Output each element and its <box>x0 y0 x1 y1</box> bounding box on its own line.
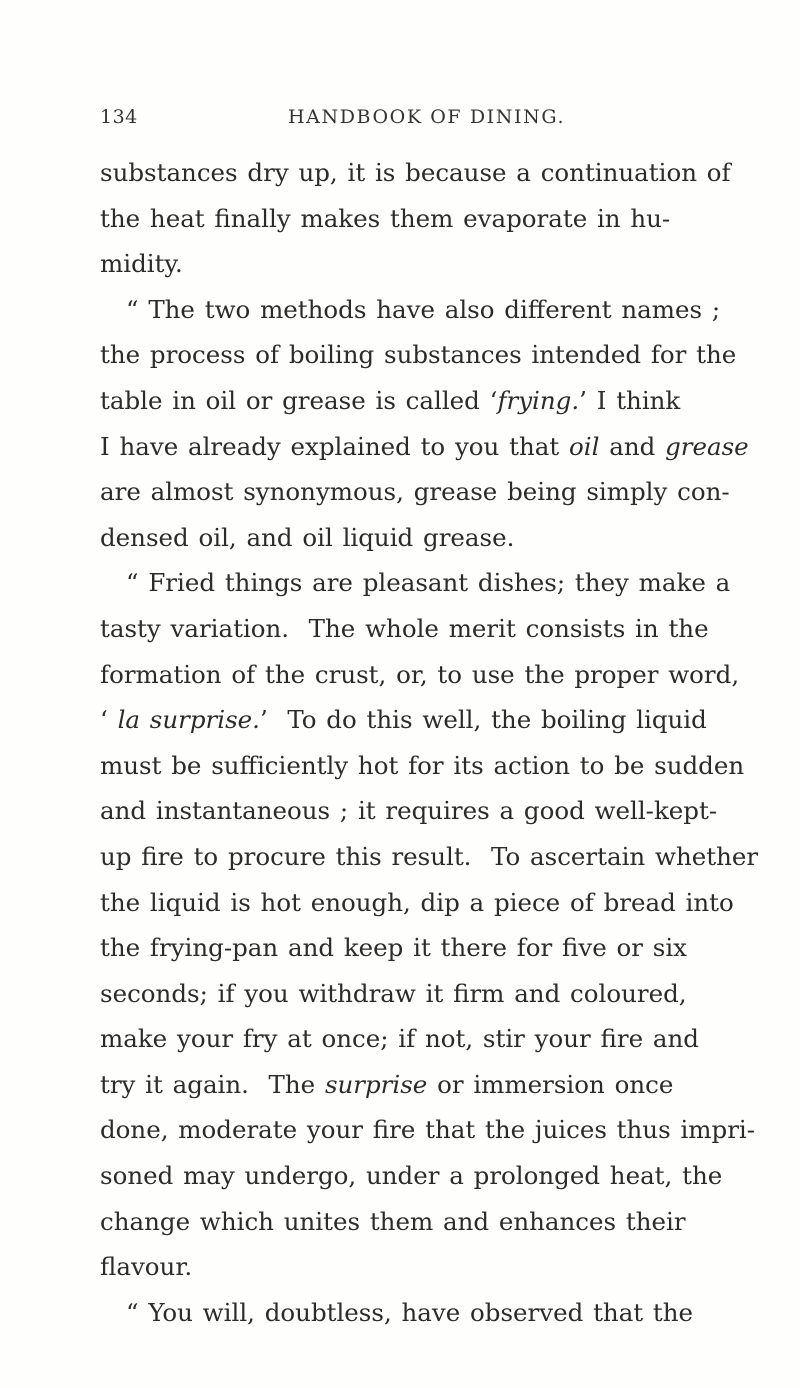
text-line: seconds; if you withdraw it firm and coloured, <box>100 978 687 1008</box>
text-line: “ The two methods have also different names ; <box>126 294 721 324</box>
text-line: and instantaneous ; it requires a good well-kept- <box>100 796 718 826</box>
text-line: make your fry at once; if not, stir your fire and <box>100 1024 699 1054</box>
text-line: soned may undergo, under a prolonged heat, the <box>100 1161 723 1191</box>
text-line: up fire to procure this result. To ascertain whether <box>100 841 759 871</box>
text-line: the liquid is hot enough, dip a piece of bread into <box>100 887 734 917</box>
text-line: change which unites them and enhances their <box>100 1206 686 1236</box>
text-line: formation of the crust, or, to use the proper word, <box>100 659 740 689</box>
text-line: midity. <box>100 249 183 279</box>
text-line: “ Fried things are pleasant dishes; they make a <box>126 568 731 598</box>
text-line: the frying-pan and keep it there for five or six <box>100 933 687 963</box>
text-line: must be sufficiently hot for its action to be sudden <box>100 750 745 780</box>
text-line: the process of boiling substances intended for the <box>100 340 737 370</box>
text-line: flavour. <box>100 1252 193 1282</box>
text-line: are almost synonymous, grease being simply con- <box>100 477 730 507</box>
text-line: substances dry up, it is because a continuation of <box>100 158 731 187</box>
page-header <box>0 96 800 136</box>
text-line: ‘ la surprise.’ To do this well, the boiling liquid <box>100 705 707 735</box>
text-line: I have already explained to you that oil and grease <box>100 431 749 461</box>
page-number: 134 <box>100 106 138 128</box>
running-head: HANDBOOK OF DINING. <box>288 106 566 128</box>
text-line: “ You will, doubtless, have observed that the <box>126 1297 694 1327</box>
text-line: table in oil or grease is called ‘frying.’ I think <box>100 385 681 415</box>
text-line: try it again. The surprise or immersion once <box>100 1069 674 1099</box>
body-text <box>100 150 780 1335</box>
text-line: tasty variation. The whole merit consists in the <box>100 613 709 643</box>
text-line: the heat finally makes them evaporate in hu- <box>100 203 671 233</box>
text-line: densed oil, and oil liquid grease. <box>100 522 515 552</box>
text-line: done, moderate your fire that the juices thus impri- <box>100 1115 756 1145</box>
